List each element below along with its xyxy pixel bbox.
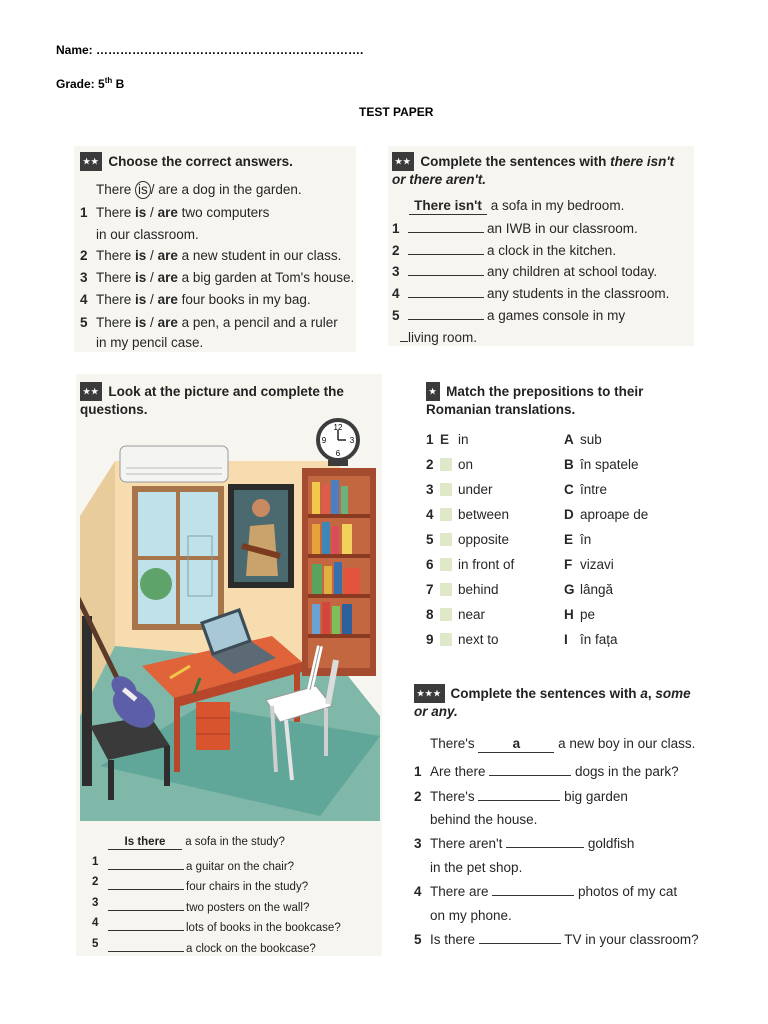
- romanian-translation: între: [580, 482, 608, 497]
- circled-answer: is: [135, 181, 151, 199]
- item-text-a: There's: [430, 789, 479, 804]
- item-number: 1: [80, 205, 88, 220]
- item-letter: E: [564, 532, 574, 547]
- item-number: 3: [426, 482, 434, 497]
- example-answer: There isn't: [409, 198, 487, 215]
- item-text-a: There aren't: [430, 836, 507, 851]
- option-are[interactable]: are: [157, 205, 178, 220]
- english-preposition: in front of: [458, 557, 515, 572]
- item-text-b: big garden: [560, 789, 628, 804]
- match-left-item: [426, 432, 469, 448]
- item-number: 1: [414, 764, 422, 779]
- romanian-translation: pe: [580, 607, 596, 622]
- exercise-5-item-2: [414, 789, 628, 805]
- exercise-2-example: [409, 198, 624, 215]
- exercise-5-item-4: [414, 884, 677, 900]
- answer-blank[interactable]: [408, 319, 484, 320]
- romanian-translation: în fața: [580, 632, 618, 647]
- option-is[interactable]: is: [135, 315, 147, 330]
- example-answer: a: [478, 736, 554, 753]
- last-line-text: living room.: [408, 330, 478, 345]
- item-text-b: goldfish: [584, 836, 635, 851]
- answer-box[interactable]: [440, 483, 452, 496]
- option-are[interactable]: are: [157, 292, 178, 307]
- option-separator: /: [146, 205, 158, 220]
- item-text: a games console in my: [487, 308, 626, 323]
- item-number: 3: [92, 897, 99, 909]
- match-right-item: [564, 507, 648, 523]
- item-text: There: [96, 315, 136, 330]
- item-text: a clock in the kitchen.: [487, 243, 617, 258]
- match-answer: E: [440, 432, 450, 447]
- exercise-1-title: [80, 152, 293, 171]
- item-number: 4: [80, 292, 88, 307]
- item-text-a: Are there: [430, 764, 490, 779]
- exercise-2-item: [392, 264, 657, 280]
- answer-blank[interactable]: [108, 930, 184, 931]
- exercise-3-example: [108, 836, 285, 850]
- item-text: in our classroom.: [96, 227, 199, 242]
- option-are[interactable]: are: [157, 248, 178, 263]
- item-text: in my pencil case.: [96, 335, 204, 350]
- answer-blank[interactable]: [492, 895, 574, 896]
- match-right-item: [564, 457, 639, 473]
- grade-sup: th: [104, 76, 113, 85]
- item-number: 3: [392, 264, 400, 279]
- match-right-item: [564, 607, 595, 623]
- item-text: two posters on the wall?: [186, 902, 310, 914]
- answer-box[interactable]: [440, 508, 452, 521]
- answer-box[interactable]: [440, 558, 452, 571]
- item-number: 8: [426, 607, 434, 622]
- english-preposition: on: [458, 457, 474, 472]
- example-rest: a sofa in my bedroom.: [487, 198, 625, 213]
- answer-blank[interactable]: [506, 847, 584, 848]
- exercise-1-example: [96, 181, 302, 199]
- option-are[interactable]: are: [157, 315, 178, 330]
- clock-9: 9: [321, 436, 327, 445]
- answer-blank[interactable]: [478, 800, 560, 801]
- item-number: 5: [92, 938, 99, 950]
- item-letter: B: [564, 457, 574, 472]
- item-text: There: [96, 205, 136, 220]
- clock: [318, 420, 358, 466]
- exercise-1-item: [80, 205, 269, 221]
- option-is[interactable]: is: [135, 292, 147, 307]
- item-text: a guitar on the chair?: [186, 861, 295, 873]
- example-pre: There: [96, 182, 136, 197]
- title-italic: there isn't: [610, 154, 675, 169]
- english-preposition: near: [458, 607, 486, 622]
- exercise-5-item-3-cont: in the pet shop.: [430, 860, 523, 875]
- answer-blank[interactable]: [408, 297, 484, 298]
- exercise-2-title: [392, 152, 692, 188]
- exercise-3-item: [92, 856, 294, 874]
- option-is[interactable]: is: [135, 248, 147, 263]
- match-right-item: [564, 632, 618, 648]
- item-number: 1: [426, 432, 434, 447]
- item-number: 3: [414, 836, 422, 851]
- item-letter: C: [564, 482, 574, 497]
- difficulty-badge: ★★: [80, 382, 102, 401]
- answer-blank[interactable]: [408, 232, 484, 233]
- exercise-2-item: [392, 221, 638, 237]
- item-number: 5: [426, 532, 434, 547]
- name-line: Name: ………………………………………………………….: [56, 43, 364, 57]
- match-left-item: [426, 507, 509, 523]
- title-part: Look at the picture and complete the: [108, 384, 344, 399]
- item-text-rest: a new student in our class.: [177, 248, 342, 263]
- example-rest: a sofa in the study?: [182, 836, 285, 848]
- item-number: 7: [426, 582, 434, 597]
- exercise-5-example: [430, 736, 695, 753]
- item-text: There: [96, 248, 136, 263]
- item-letter: I: [564, 632, 568, 647]
- item-text-b: dogs in the park?: [571, 764, 679, 779]
- item-number: 3: [80, 270, 88, 285]
- item-number: 4: [414, 884, 422, 899]
- exercise-1-item: [80, 248, 341, 264]
- tree: [140, 568, 172, 600]
- exercise-2-last-line: [400, 330, 477, 346]
- answer-blank[interactable]: [108, 869, 184, 870]
- item-number: 1: [92, 856, 99, 868]
- match-right-item: [564, 482, 607, 498]
- exercise-5-item-1: [414, 764, 679, 780]
- match-right-item: [564, 432, 602, 448]
- option-separator: /: [146, 270, 158, 285]
- item-number: 4: [92, 917, 99, 929]
- item-number: 2: [426, 457, 434, 472]
- match-left-item: [426, 482, 493, 498]
- clock-6: 6: [335, 449, 341, 458]
- item-text: an IWB in our classroom.: [487, 221, 638, 236]
- exercise-5-item-4-cont: on my phone.: [430, 908, 512, 923]
- title-part: Complete the sentences with: [450, 686, 641, 701]
- item-text: a clock on the bookcase?: [186, 943, 316, 955]
- exercise-4-title: [426, 382, 706, 418]
- match-left-item: [426, 582, 499, 598]
- romanian-translation: în spatele: [580, 457, 639, 472]
- answer-blank[interactable]: [489, 775, 571, 776]
- example-pre: There's: [430, 736, 479, 751]
- item-letter: G: [564, 582, 575, 597]
- grade-line: [56, 76, 124, 91]
- clock-3: 3: [349, 436, 355, 445]
- answer-box[interactable]: [440, 633, 452, 646]
- item-text-a: Is there: [430, 932, 479, 947]
- item-text: There: [96, 270, 136, 285]
- exercise-5-item-2-cont: behind the house.: [430, 812, 538, 827]
- example-post: / are a dog in the garden.: [150, 182, 302, 197]
- answer-blank[interactable]: [408, 275, 484, 276]
- item-number: 5: [80, 315, 88, 330]
- answer-blank[interactable]: [108, 910, 184, 911]
- item-text-rest: four books in my bag.: [177, 292, 311, 307]
- english-preposition: behind: [458, 582, 499, 597]
- difficulty-badge: ★: [426, 382, 440, 401]
- item-text-rest: a big garden at Tom's house.: [177, 270, 355, 285]
- grade-prefix: Grade: 5: [56, 77, 105, 91]
- page-title: TEST PAPER: [359, 105, 434, 119]
- title-italic-2: or there aren't.: [392, 172, 486, 187]
- exercise-1-item: [80, 227, 199, 243]
- item-letter: A: [564, 432, 574, 447]
- item-number: 6: [426, 557, 434, 572]
- answer-blank[interactable]: [408, 254, 484, 255]
- item-number: 1: [392, 221, 400, 236]
- exercise-5-title: [414, 684, 724, 720]
- exercise-3-item: [92, 876, 308, 894]
- title-part-2: Romanian translations.: [426, 402, 576, 417]
- exercise-1-item: [80, 315, 338, 331]
- option-are[interactable]: are: [157, 270, 178, 285]
- match-left-item: [426, 632, 499, 648]
- romanian-translation: vizavi: [580, 557, 614, 572]
- difficulty-badge: ★★: [80, 152, 102, 171]
- difficulty-badge: ★★★: [414, 684, 445, 703]
- difficulty-badge: ★★: [392, 152, 414, 171]
- air-conditioner: [120, 446, 228, 482]
- option-separator: /: [146, 248, 158, 263]
- item-letter: H: [564, 607, 574, 622]
- item-text-rest: a pen, a pencil and a ruler: [177, 315, 338, 330]
- title-italic-some: some: [655, 686, 691, 701]
- example-answer: Is there: [108, 836, 182, 850]
- item-number: 5: [392, 308, 400, 323]
- english-preposition: in: [458, 432, 469, 447]
- item-text-b: photos of my cat: [574, 884, 678, 899]
- option-separator: /: [146, 315, 158, 330]
- item-number: 4: [392, 286, 400, 301]
- item-number: 9: [426, 632, 434, 647]
- exercise-1-item: [80, 292, 311, 308]
- exercise-2-item: [392, 243, 616, 259]
- title-part-2: questions.: [80, 402, 148, 417]
- study-room-picture: [80, 416, 380, 821]
- romanian-translation: lângă: [580, 582, 614, 597]
- match-left-item: [426, 607, 485, 623]
- match-right-item: [564, 582, 613, 598]
- match-left-item: [426, 457, 473, 473]
- exercise-2-item: [392, 308, 625, 324]
- item-letter: D: [564, 507, 574, 522]
- match-right-item: [564, 532, 591, 548]
- title-part: Complete the sentences with: [420, 154, 611, 169]
- grade-suffix: B: [112, 77, 125, 91]
- item-number: 2: [392, 243, 400, 258]
- match-left-item: [426, 557, 514, 573]
- romanian-translation: aproape de: [580, 507, 649, 522]
- answer-blank[interactable]: [108, 889, 184, 890]
- match-right-item: [564, 557, 614, 573]
- exercise-3-item: [92, 938, 316, 956]
- exercise-3-item: [92, 897, 309, 915]
- answer-box[interactable]: [440, 533, 452, 546]
- english-preposition: between: [458, 507, 510, 522]
- item-text: lots of books in the bookcase?: [186, 922, 341, 934]
- answer-blank[interactable]: [479, 943, 561, 944]
- romanian-translation: în: [580, 532, 592, 547]
- option-is[interactable]: is: [135, 270, 147, 285]
- item-text: any children at school today.: [487, 264, 658, 279]
- title-italic-any: or any.: [414, 704, 458, 719]
- exercise-1-item: [80, 270, 354, 286]
- example-post: a new boy in our class.: [554, 736, 696, 751]
- window-pane: [138, 492, 176, 556]
- item-text: There: [96, 292, 136, 307]
- short-blank: [400, 341, 408, 342]
- item-text-a: There are: [430, 884, 493, 899]
- english-preposition: opposite: [458, 532, 510, 547]
- title-comma: ,: [647, 686, 656, 701]
- item-number: 4: [426, 507, 434, 522]
- answer-blank[interactable]: [108, 951, 184, 952]
- item-number: 5: [414, 932, 422, 947]
- item-text-b: TV in your classroom?: [560, 932, 699, 947]
- item-text: any students in the classroom.: [487, 286, 670, 301]
- item-letter: F: [564, 557, 573, 572]
- exercise-5-item-5: [414, 932, 699, 948]
- exercise-2-item: [392, 286, 669, 302]
- romanian-translation: sub: [580, 432, 602, 447]
- title-italic-a: a: [640, 686, 648, 701]
- answer-box[interactable]: [440, 458, 452, 471]
- clock-12: 12: [333, 423, 343, 432]
- item-number: 2: [80, 248, 88, 263]
- exercise-5-item-3: [414, 836, 634, 852]
- match-left-item: [426, 532, 509, 548]
- item-number: 2: [92, 876, 99, 888]
- item-number: 2: [414, 789, 422, 804]
- item-text-rest: two computers: [177, 205, 270, 220]
- answer-box[interactable]: [440, 608, 452, 621]
- english-preposition: under: [458, 482, 493, 497]
- exercise-3-item: [92, 917, 341, 935]
- exercise-1-title-text: Choose the correct answers.: [108, 154, 293, 169]
- option-separator: /: [146, 292, 158, 307]
- exercise-3-title: [80, 382, 360, 418]
- item-text: four chairs in the study?: [186, 881, 309, 893]
- title-part: Match the prepositions to their: [446, 384, 644, 399]
- answer-box[interactable]: [440, 583, 452, 596]
- exercise-1-item: [80, 335, 203, 351]
- english-preposition: next to: [458, 632, 499, 647]
- option-is[interactable]: is: [135, 205, 147, 220]
